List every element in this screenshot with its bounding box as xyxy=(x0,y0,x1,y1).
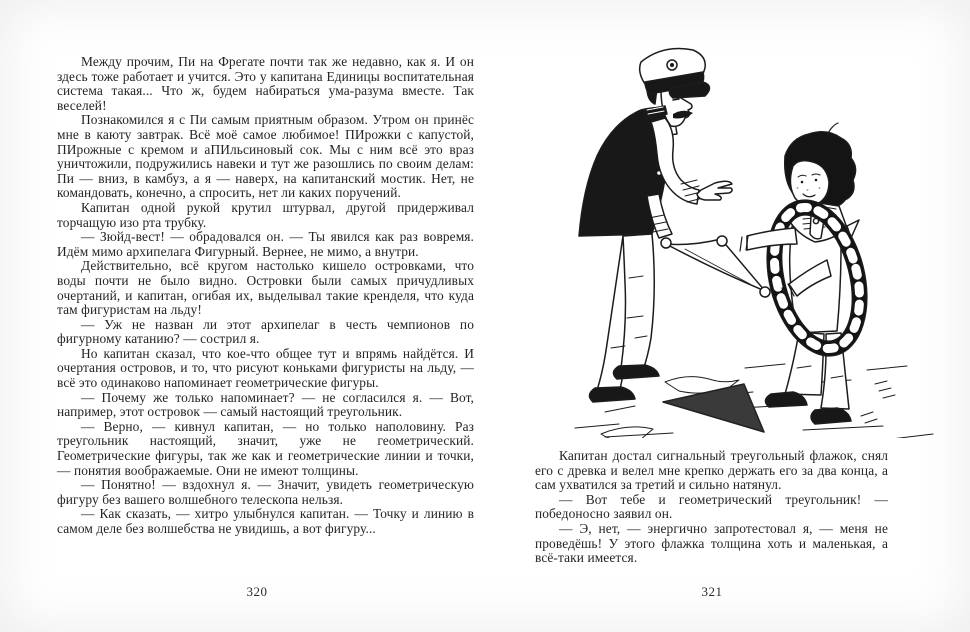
paragraph: — Зюйд-вест! — обрадовался он. — Ты явился как раз вовремя. Идём мимо архипелага Фигурный. Вернее, не мимо, а внутри. xyxy=(57,229,474,259)
paragraph: Между прочим, Пи на Фрегате почти так же недавно, как я. И он здесь тоже работает и учится. Это у капитана Единицы воспитательная система такая... Что ж, будем набираться ума-разума вместе. Так веселей! xyxy=(57,54,474,113)
boy-fist-upper xyxy=(717,236,727,246)
captain-open-hand xyxy=(697,181,732,200)
left-text-column xyxy=(57,55,474,537)
left-page-number: 320 xyxy=(246,584,268,599)
paragraph: Но капитан сказал, что кое-что общее тут и впрямь найдётся. И очертания островов, и то, что рисуют коньками фигуристы на льду, — всё это одинаково напоминает геометрические фигуры. xyxy=(57,345,474,391)
paragraph: — Верно, — кивнул капитан, — но только наполовину. Раз треугольник настоящий, значит, уже не геометрический. Геометрические фигуры, так же как и геометрические линии и точки, — понятия воображаемые. Они не имеют толщины. xyxy=(57,418,474,478)
right-text-column xyxy=(535,449,888,566)
captain-cap xyxy=(640,49,710,99)
boy-figure xyxy=(740,123,882,424)
paragraph: — Уж не назван ли этот архипелаг в честь чемпионов по фигурному катанию? — сострил я. xyxy=(57,316,474,347)
paragraph: — Почему же только напоминает? — не согласился я. — Вот, например, этот островок — самый настоящий треугольник. xyxy=(57,389,474,420)
flag-shadow-triangle xyxy=(663,384,764,432)
illustration-captain-and-boy-with-flag xyxy=(545,38,945,440)
paragraph: — Э, нет, — энергично запротестовал я, — меня не проведёшь! У этого флажка толщина хоть и маленькая, а всё-таки имеется. xyxy=(535,520,888,566)
paragraph: Познакомился я с Пи самым приятным образом. Утром он принёс мне в каюту завтрак. Всё моё самое любимое! ПИрожки с капустой, ПИрожные с кремом и аПИльсиновый сок. Мы с ним всё это враз уничтожили, подружились навеки и тут же разошлись по своим делам: Пи — вниз, в камбуз, а я — наверх, на капитанский мостик. Нет, не командовать, конечно, а спросить, нет ли каких поручений. xyxy=(57,112,474,201)
captain-figure xyxy=(579,49,732,403)
paragraph: Действительно, всё кругом настолько кишело островками, что воды почти не было видно. Островки были самых причудливых очертаний, и капитан, огибая их, выделывал такие кренделя, что куда там фигуристам на льду! xyxy=(57,258,474,318)
paragraph: Капитан одной рукой крутил штурвал, другой придерживал торчащую изо рта трубку. xyxy=(57,199,474,230)
paragraph: — Понятно! — вздохнул я. — Значит, увидеть геометрическую фигуру без вашего волшебного телескопа нельзя. xyxy=(57,477,474,507)
paragraph: Капитан достал сигнальный треугольный флажок, снял его с древка и велел мне крепко держать его за два конца, а сам ухватился за третий и сильно натянул. xyxy=(535,448,888,493)
paragraph: — Вот тебе и геометрический треугольник! — победоносно заявил он. xyxy=(535,491,888,522)
paragraph: — Как сказать, — хитро улыбнулся капитан. — Точку и линию в самом деле без волшебства не увидишь, а вот фигуру... xyxy=(57,506,474,536)
captain-fist xyxy=(661,238,671,248)
right-page-number: 321 xyxy=(701,584,723,599)
boy-fist-lower xyxy=(760,287,770,297)
